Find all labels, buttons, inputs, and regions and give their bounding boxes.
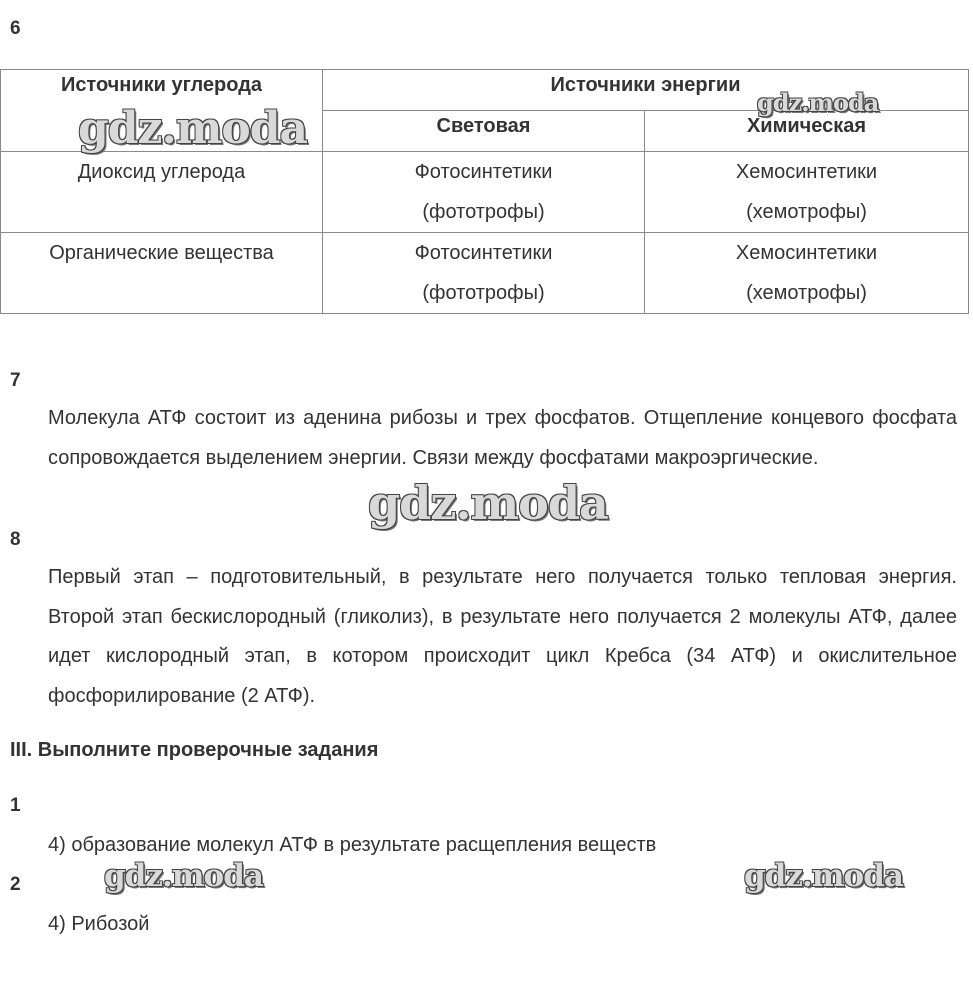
- light-cell: Фотосинтетики (фототрофы): [323, 152, 645, 233]
- question2-answer: 4) Рибозой: [48, 913, 150, 935]
- watermark: gdz.moda: [757, 88, 879, 117]
- header-light: Световая: [323, 111, 645, 152]
- watermark: gdz.moda: [78, 103, 308, 154]
- question1-answer: 4) образование молекул АТФ в результате расщепления веществ: [48, 834, 657, 856]
- header-carbon-sources: Источники углерода: [1, 70, 323, 152]
- chemical-cell: Хемосинтетики (хемотрофы): [645, 233, 969, 314]
- carbon-source-cell: Органические вещества: [1, 233, 323, 314]
- chemical-cell: Хемосинтетики (хемотрофы): [645, 152, 969, 233]
- task-number-7: 7: [10, 370, 21, 391]
- light-cell: Фотосинтетики (фототрофы): [323, 233, 645, 314]
- task8-answer: Первый этап – подготовительный, в результате него получается только тепловая энергия. Второй этап бескислородный (гликолиз), в результате него получается 2 молекулы АТФ, далее идет кислородный этап, в котором происходит цикл Кребса (34 АТФ) и окислительное фосфорилирование (2 АТФ).: [48, 566, 957, 707]
- task-number-6: 6: [10, 18, 21, 39]
- watermark: gdz.moda: [104, 858, 263, 894]
- table-row: [1, 152, 969, 233]
- table-row: [1, 233, 969, 314]
- task7-answer: Молекула АТФ состоит из аденина рибозы и трех фосфатов. Отщепление концевого фосфата сопровождается выделением энергии. Связи между фосфатами макроэргические.: [48, 407, 957, 469]
- task-number-8: 8: [10, 529, 21, 550]
- header-energy-sources: Источники энергии: [323, 70, 969, 111]
- question-number-1: 1: [10, 795, 21, 816]
- header-chemical: Химическая: [645, 111, 969, 152]
- section-heading: III. Выполните проверочные задания: [10, 739, 379, 761]
- question-number-2: 2: [10, 874, 21, 895]
- watermark: gdz.moda: [744, 858, 903, 894]
- watermark: gdz.moda: [368, 476, 608, 530]
- carbon-source-cell: Диоксид углерода: [1, 152, 323, 233]
